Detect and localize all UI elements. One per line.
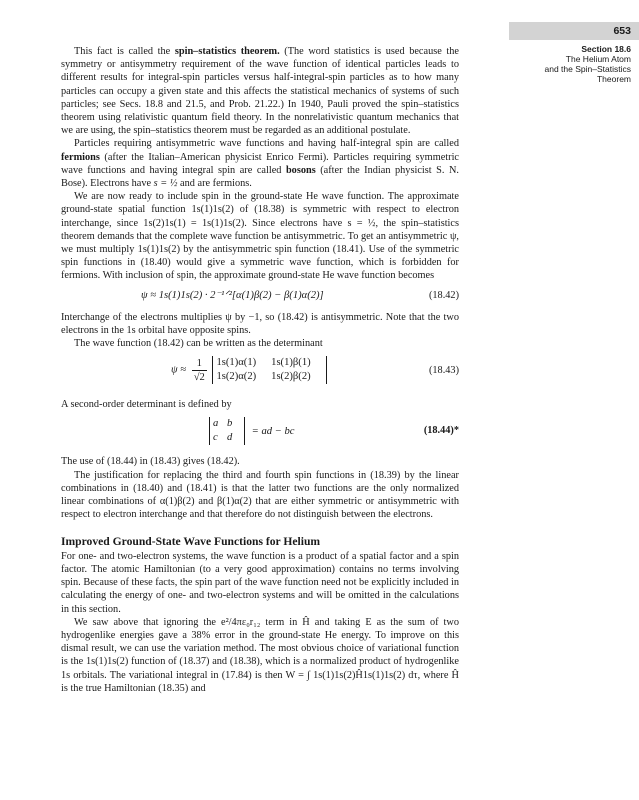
generic-determinant [209, 417, 245, 445]
paragraph-ground-state-spin: We are now ready to include spin in the ground-state He wave function. The approximate ground-state spatial function 1s(1)1s(2) of (18.38) is symmetric with respect to electron interchange, since 1s(2)1s(1) = 1s(1)1s(2). Since electrons have s = ½, the spin–statistics theorem demands that the complete wave function be antisymmetric. To get an antisymmetric ψ, we must multiply 1s(1)1s(2) by the antisymmetric spin function (18.41). Use of the symmetric spin functions in (18.40) would give a symmetric wave function, which is forbidden for fermions. With inclusion of spin, the approximate ground-state He wave function becomes [61, 191, 459, 282]
p1-text-pre: This fact is called the [74, 46, 175, 57]
equation-18-43-number: (18.43) [428, 365, 459, 377]
p2-text-5: and are fermions. [177, 178, 252, 190]
p1-text-post: (The word statistics is used because the symmetry or antisymmetry requirement of the wave function of identical particles leads to different results for integral-spin particles versus half-integral-spin particles as to how many particles can occupy a given state and this affects the statistical mechanics of systems of such particles; see Secs. 18.8 and 21.5, and Prob. 21.22.) In 1940, Pauli proved the spin–statistics theorem using relativistic quantum field theory. In the nonrelativistic quantum mechanics that we are using, the spin–statistics theorem must be regarded as an additional postulate. [61, 46, 459, 137]
equation-18-42-body: ψ ≈ 1s(1)1s(2) · 2⁻¹ᐟ²[α(1)β(2) − β(1)α(2)] [141, 289, 324, 301]
term-fermions: fermions [61, 151, 100, 163]
paragraph-spatial-spin-factor: For one- and two-electron systems, the wave function is a product of a spatial factor and a spin factor. The atomic Hamiltonian (to a very good approximation) contains no terms involving spin. Because of these facts, the spin part of the wave function need not be explicitly included in calculating the energy of one- and two-electron systems and will be omitted in the calculations in this section. [61, 550, 459, 615]
equation-18-43 [61, 354, 459, 392]
margin-title-line-2: and the Spin–Statistics [544, 64, 631, 74]
paragraph-second-order-det: A second-order determinant is defined by [61, 399, 232, 411]
p2-text-2: (after the Italian–American physicist Enrico Fermi). Particles requiring symmetric wave functions and having integral spin are called [61, 151, 459, 176]
paragraph-use-of-det: The use of (18.44) in (18.43) gives (18.42). [61, 456, 240, 468]
det-cell-r1c1: 1s(1)α(1) [216, 357, 257, 369]
equation-18-44 [61, 415, 459, 449]
equation-18-44-body [209, 417, 295, 445]
det-cell-r1c2: 1s(1)β(1) [271, 357, 311, 369]
equation-18-44-rhs: = ad − bc [251, 425, 295, 437]
fraction-numerator: 1 [192, 357, 207, 371]
equation-18-43-body [171, 356, 327, 384]
p2-text-3: (after the Indian physicist S. N. Bose). Electrons have [61, 164, 459, 190]
equation-18-43-fraction [192, 357, 207, 384]
det-a: a [213, 418, 219, 430]
electron-spin-value: s = ½ [153, 178, 178, 190]
main-text-column [61, 45, 459, 695]
paragraph-interchange: Interchange of the electrons multiplies ψ by −1, so (18.42) is antisymmetric. Note that the two electrons in the 1s orbital have opposite spins. [61, 311, 459, 336]
paragraph-spin-statistics [61, 45, 459, 137]
margin-section-note [509, 44, 631, 84]
paragraph-fermions-bosons [61, 137, 459, 190]
slater-determinant [212, 356, 327, 384]
margin-section-number: Section 18.6 [581, 44, 631, 54]
det-cell-r2c1: 1s(2)α(2) [216, 371, 257, 383]
p2-text-1: Particles requiring antisymmetric wave functions and having half-integral spin are called [74, 138, 459, 150]
equation-18-42-number: (18.42) [428, 289, 459, 301]
det-cell-r2c2: 1s(2)β(2) [271, 371, 311, 383]
paragraph-justification: The justification for replacing the third and fourth spin functions in (18.39) by the linear combinations in (18.40) and (18.41) is that the latter two functions are the only normalized linear combinations of α(1)β(2) and β(1)α(2) that are either symmetric or antisymmetric with respect to electron interchange and that therefore do not distinguish between the electrons. [61, 469, 459, 521]
page-number: 653 [509, 22, 639, 40]
paragraph-variation-method: We saw above that ignoring the e²/4πε₀r₁₂ term in Ĥ and taking E as the sum of two hydrogenlike energies gave a 38% error in the ground-state He energy. To improve on this dismal result, we can use the variation method. The most obvious choice of variational function is the 1s(1)1s(2) function of (18.37) and (18.38), which is a normalized product of hydrogenlike 1s orbitals. The variational integral in (17.84) is then W = ∫ 1s(1)1s(2)Ĥ1s(1)1s(2) dτ, where Ĥ is the true Hamiltonian (18.35) and [61, 616, 459, 694]
paragraph-determinant-intro: The wave function (18.42) can be written as the determinant [74, 338, 323, 350]
det-c: c [213, 432, 218, 444]
det-d: d [227, 432, 233, 444]
section-heading: Improved Ground-State Wave Functions for Helium [61, 535, 321, 549]
equation-18-44-number: (18.44)* [423, 425, 459, 437]
margin-title-line-3: Theorem [596, 74, 631, 84]
term-bosons: bosons [285, 164, 316, 176]
det-b: b [227, 418, 233, 430]
margin-title-line-1: The Helium Atom [565, 54, 631, 64]
fraction-denominator: √2 [193, 371, 205, 383]
equation-18-42 [61, 289, 459, 309]
equation-18-43-lhs: ψ ≈ [171, 364, 187, 376]
term-spin-statistics-theorem: spin–statistics theorem. [174, 46, 280, 57]
